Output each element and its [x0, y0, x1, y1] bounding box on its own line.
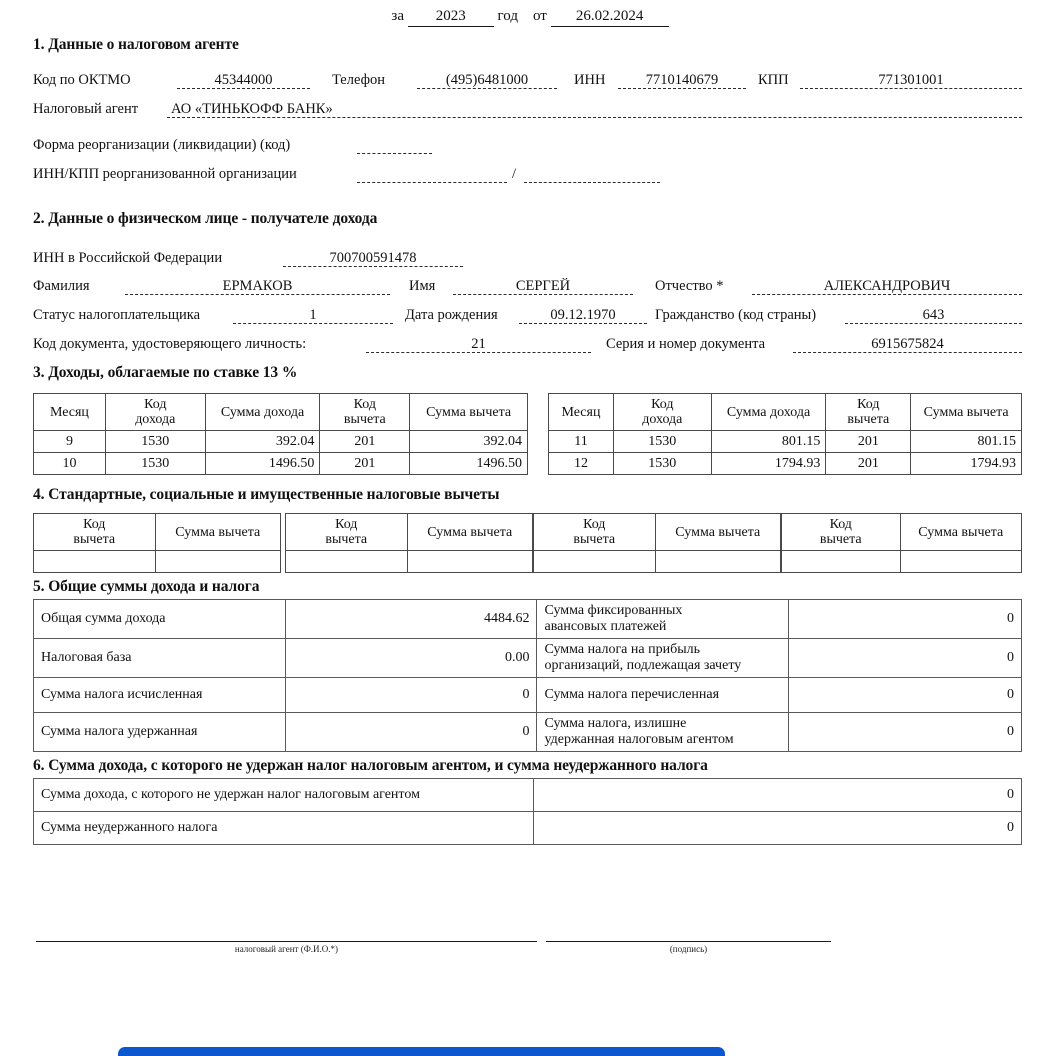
reorg-innkpp-label: ИНН/КПП реорганизованной организации — [33, 166, 297, 182]
col-deduction-sum: Сумма вычета — [900, 514, 1022, 551]
profit-tax-offset-label — [537, 639, 789, 678]
col-deduction-code-line1: Код — [829, 517, 852, 532]
document-date-label: от — [532, 8, 547, 24]
table-header-row — [549, 394, 1022, 431]
totals-table — [33, 599, 1022, 752]
cell-month: 9 — [34, 431, 106, 453]
col-deduction-sum: Сумма вычета — [155, 514, 281, 551]
col-month: Месяц — [34, 394, 106, 431]
signature-rule — [546, 941, 831, 942]
patronymic-field[interactable]: АЛЕКСАНДРОВИЧ — [752, 278, 1022, 295]
table-header-row — [782, 514, 1022, 551]
cell-deduction-code — [782, 551, 901, 573]
cell-deduction-sum — [655, 551, 781, 573]
cell-deduction-sum — [155, 551, 281, 573]
oktmo-field[interactable]: 45344000 — [177, 72, 310, 89]
col-deduction-sum: Сумма вычета — [655, 514, 781, 551]
table-row — [34, 453, 528, 475]
fixed-advance-value: 0 — [789, 600, 1022, 639]
tax-agent-label: Налоговый агент — [33, 101, 139, 117]
inn-rf-field[interactable]: 700700591478 — [283, 250, 463, 267]
reorg-form-label: Форма реорганизации (ликвидации) (код) — [33, 137, 291, 153]
cell-deduction-code: 201 — [826, 431, 911, 453]
col-deduction-code-line1: Код — [83, 517, 106, 532]
firstname-label: Имя — [409, 278, 436, 294]
phone-field[interactable]: (495)6481000 — [417, 72, 557, 89]
col-deduction-code-line2: вычета — [847, 412, 890, 427]
section-4-title: 4. Стандартные, социальные и имущественные налоговые вычеты — [33, 486, 500, 503]
cell-deduction-sum — [900, 551, 1022, 573]
table-row — [34, 639, 1022, 678]
deductions-table-1 — [33, 513, 281, 573]
unwithheld-income-value: 0 — [533, 779, 1021, 812]
oktmo-label: Код по ОКТМО — [33, 72, 131, 88]
agent-signature-rule — [36, 941, 537, 942]
fixed-advance-label — [537, 600, 789, 639]
table-row — [34, 431, 528, 453]
cell-month: 11 — [549, 431, 614, 453]
document-code-label: Код документа, удостоверяющего личность: — [33, 336, 307, 352]
deductions-table-3 — [533, 513, 781, 573]
document-number-field[interactable]: 6915675824 — [793, 336, 1022, 353]
table-row — [34, 779, 1022, 812]
col-deduction-sum: Сумма вычета — [410, 394, 528, 431]
cell-month: 10 — [34, 453, 106, 475]
col-month: Месяц — [549, 394, 614, 431]
col-deduction-code-line2: вычета — [73, 532, 116, 547]
document-number-label: Серия и номер документа — [606, 336, 766, 352]
deductions-table-2 — [285, 513, 533, 573]
cell-deduction-code — [286, 551, 408, 573]
birthdate-field[interactable]: 09.12.1970 — [519, 307, 647, 324]
col-income-code — [613, 394, 711, 431]
bottom-action-button[interactable] — [118, 1047, 725, 1056]
cell-deduction-sum: 801.15 — [911, 431, 1022, 453]
tax-agent-field[interactable]: АО «ТИНЬКОФФ БАНК» — [167, 101, 1022, 118]
taxpayer-status-label: Статус налогоплательщика — [33, 307, 201, 323]
cell-income-sum: 1794.93 — [711, 453, 826, 475]
reorg-form-field[interactable] — [357, 137, 432, 154]
period-year-field[interactable]: 2023 — [408, 8, 494, 27]
table-row — [534, 551, 781, 573]
table-header-row — [534, 514, 781, 551]
table-row — [782, 551, 1022, 573]
col-deduction-code — [34, 514, 156, 551]
tax-withheld-label: Сумма налога удержанная — [34, 713, 286, 752]
profit-tax-offset-label-line2: организаций, подлежащая зачету — [544, 658, 742, 673]
col-income-code-line1: Код — [144, 397, 167, 412]
col-deduction-code-line2: вычета — [343, 412, 386, 427]
document-code-field[interactable]: 21 — [366, 336, 591, 353]
tax-base-value: 0.00 — [285, 639, 537, 678]
total-income-value: 4484.62 — [285, 600, 537, 639]
unwithheld-income-label: Сумма дохода, с которого не удержан налог налоговым агентом — [34, 779, 534, 812]
signature-caption: (подпись) — [669, 944, 708, 954]
col-deduction-code — [826, 394, 911, 431]
cell-income-sum: 801.15 — [711, 431, 826, 453]
cell-income-sum: 1496.50 — [205, 453, 320, 475]
kpp-field[interactable]: 771301001 — [800, 72, 1022, 89]
profit-tax-offset-label-line1: Сумма налога на прибыль — [544, 642, 700, 657]
citizenship-label: Гражданство (код страны) — [655, 307, 817, 323]
document-header-line — [0, 8, 1060, 27]
unwithheld-tax-value: 0 — [533, 812, 1021, 845]
table-header-row — [34, 394, 528, 431]
tax-overwithheld-label-line1: Сумма налога, излишне — [544, 716, 687, 731]
unwithheld-tax-table — [33, 778, 1022, 845]
tax-withheld-value: 0 — [285, 713, 537, 752]
lastname-field[interactable]: ЕРМАКОВ — [125, 278, 390, 295]
cell-deduction-code: 201 — [320, 453, 410, 475]
table-row — [34, 551, 281, 573]
table-row — [34, 600, 1022, 639]
col-income-code-line2: дохода — [642, 412, 683, 427]
cell-month: 12 — [549, 453, 614, 475]
tax-overwithheld-label — [537, 713, 789, 752]
period-for-label: за — [391, 8, 404, 24]
tax-base-label: Налоговая база — [34, 639, 286, 678]
section-1-title: 1. Данные о налоговом агенте — [33, 36, 239, 53]
cell-deduction-code — [534, 551, 656, 573]
table-row — [34, 812, 1022, 845]
col-deduction-code-line1: Код — [857, 397, 880, 412]
section-2-title: 2. Данные о физическом лице - получателе дохода — [33, 210, 378, 227]
col-income-sum: Сумма дохода — [205, 394, 320, 431]
agent-signature-caption: налоговый агент (Ф.И.О.*) — [234, 944, 339, 954]
phone-label: Телефон — [332, 72, 385, 88]
col-deduction-code — [286, 514, 408, 551]
table-row — [34, 713, 1022, 752]
table-header-row — [34, 514, 281, 551]
birthdate-label: Дата рождения — [405, 307, 498, 323]
unwithheld-tax-label: Сумма неудержанного налога — [34, 812, 534, 845]
deductions-table-4 — [781, 513, 1022, 573]
patronymic-label: Отчество * — [655, 278, 724, 294]
inn-rf-label: ИНН в Российской Федерации — [33, 250, 223, 266]
col-income-code-line1: Код — [651, 397, 674, 412]
total-income-label: Общая сумма дохода — [34, 600, 286, 639]
cell-deduction-code — [34, 551, 156, 573]
cell-deduction-sum: 392.04 — [410, 431, 528, 453]
table-row — [549, 453, 1022, 475]
section-5-title: 5. Общие суммы дохода и налога — [33, 578, 260, 595]
col-income-sum: Сумма дохода — [711, 394, 826, 431]
col-income-code-line2: дохода — [135, 412, 176, 427]
col-deduction-code — [782, 514, 901, 551]
tax-transferred-value: 0 — [789, 678, 1022, 713]
tax-overwithheld-value: 0 — [789, 713, 1022, 752]
cell-income-code: 1530 — [105, 431, 205, 453]
profit-tax-offset-value: 0 — [789, 639, 1022, 678]
cell-income-sum: 392.04 — [205, 431, 320, 453]
col-deduction-code-line1: Код — [583, 517, 606, 532]
table-row — [34, 678, 1022, 713]
fixed-advance-label-line2: авансовых платежей — [544, 619, 667, 634]
cell-income-code: 1530 — [613, 453, 711, 475]
tax-transferred-label: Сумма налога перечисленная — [537, 678, 789, 713]
section-6-title: 6. Сумма дохода, с которого не удержан налог налоговым агентом, и сумма неудержанного налога — [33, 757, 708, 774]
document-date-field[interactable]: 26.02.2024 — [551, 8, 669, 27]
firstname-field[interactable]: СЕРГЕЙ — [453, 278, 633, 295]
citizenship-field[interactable]: 643 — [845, 307, 1022, 324]
cell-income-code: 1530 — [105, 453, 205, 475]
reorg-kpp-field[interactable] — [524, 166, 660, 183]
cell-deduction-sum: 1794.93 — [911, 453, 1022, 475]
table-row — [286, 551, 533, 573]
lastname-label: Фамилия — [33, 278, 90, 294]
cell-deduction-sum: 1496.50 — [410, 453, 528, 475]
cell-income-code: 1530 — [613, 431, 711, 453]
income-table-left — [33, 393, 528, 475]
col-deduction-code-line1: Код — [353, 397, 376, 412]
kpp-label: КПП — [758, 72, 789, 88]
col-deduction-sum: Сумма вычета — [407, 514, 533, 551]
tax-overwithheld-label-line2: удержанная налоговым агентом — [544, 732, 734, 747]
income-table-right — [548, 393, 1022, 475]
col-deduction-code-line2: вычета — [325, 532, 368, 547]
period-year-suffix-label: год — [497, 8, 518, 24]
col-deduction-code-line2: вычета — [819, 532, 862, 547]
col-deduction-code — [320, 394, 410, 431]
cell-deduction-code: 201 — [826, 453, 911, 475]
tax-calculated-label: Сумма налога исчисленная — [34, 678, 286, 713]
col-deduction-sum: Сумма вычета — [911, 394, 1022, 431]
col-income-code — [105, 394, 205, 431]
col-deduction-code — [534, 514, 656, 551]
table-row — [549, 431, 1022, 453]
cell-deduction-sum — [407, 551, 533, 573]
col-deduction-code-line1: Код — [335, 517, 358, 532]
inn-field[interactable]: 7710140679 — [618, 72, 746, 89]
fixed-advance-label-line1: Сумма фиксированных — [544, 603, 683, 618]
reorg-inn-field[interactable] — [357, 166, 507, 183]
taxpayer-status-field[interactable]: 1 — [233, 307, 393, 324]
table-header-row — [286, 514, 533, 551]
tax-calculated-value: 0 — [285, 678, 537, 713]
col-deduction-code-line2: вычета — [573, 532, 616, 547]
section-3-title: 3. Доходы, облагаемые по ставке 13 % — [33, 364, 298, 381]
reorg-separator: / — [512, 166, 517, 182]
cell-deduction-code: 201 — [320, 431, 410, 453]
inn-label: ИНН — [574, 72, 606, 88]
